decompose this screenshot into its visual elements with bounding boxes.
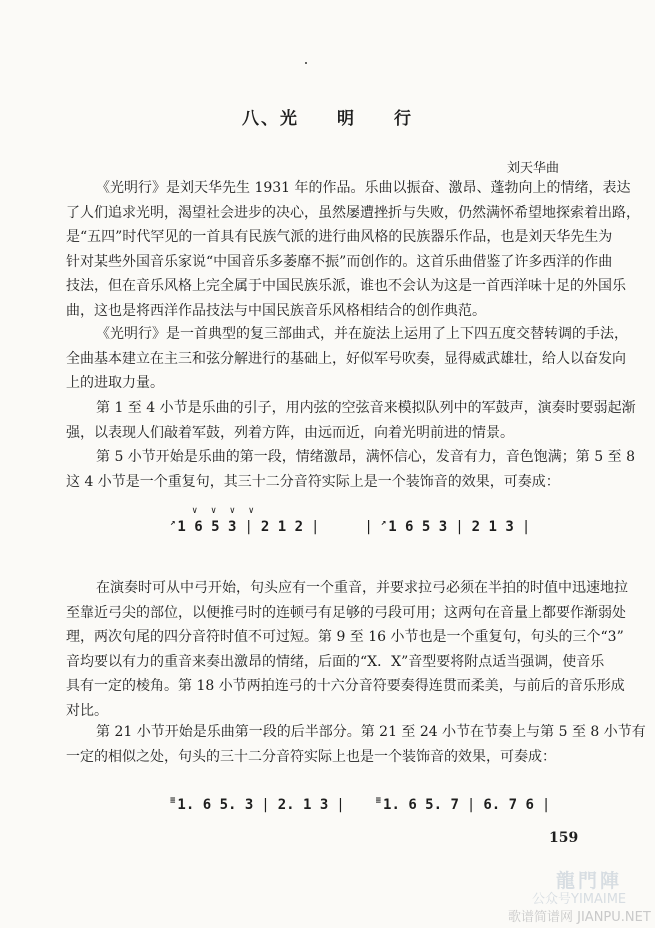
notation-notes: 2 1 3	[471, 518, 514, 535]
watermark-site: 歌谱简谱网 JIANPU.NET	[508, 910, 651, 925]
notation-notes: 6. 7 6	[483, 796, 534, 813]
ornament-marks: ∨ ∨ ∨ ∨	[192, 506, 258, 516]
barline: |	[455, 518, 464, 535]
text-line: 上的进取力量。	[66, 375, 164, 391]
jianpu-example-2	[170, 796, 558, 813]
notation-group	[170, 797, 361, 813]
text-line: 全曲基本建立在主三和弦分解进行的基础上，好似军号吹奏，显得威武雄壮，给人以奋发向	[66, 350, 626, 367]
bow-mark: ≡	[170, 796, 176, 806]
paragraph-performance	[66, 576, 628, 723]
barline: |	[261, 796, 270, 813]
text-line: 技法，但在音乐风格上完全属于中国民族乐派，谁也不会认为这是一首西洋味十足的外国乐	[66, 278, 626, 294]
barline: |	[466, 796, 476, 813]
notation-group	[364, 519, 538, 535]
text-line: 《光明行》是一首典型的复三部曲式，并在旋法上运用了上下四五度交替转调的手法，	[96, 326, 628, 342]
paragraph-intro-bars	[66, 396, 636, 445]
text-line: 对比。	[66, 702, 108, 719]
text-line: 音均要以有力的重音来奏出激昂的情绪，后面的“X．X”音型要将附点适当强调，使音乐	[66, 653, 605, 670]
text-line: 具有一定的棱角。第 18 小节两拍连弓的十六分音符要奏得连贯而柔美，与前后的音乐形成	[66, 678, 625, 694]
composer-credit: 刘天华曲	[507, 161, 560, 176]
bow-mark: ≡	[375, 796, 382, 806]
paragraph-second-half	[66, 720, 646, 769]
barline: |	[244, 518, 253, 535]
notation-notes: 1. 6 5. 7	[383, 796, 459, 813]
text-line: 第 5 小节开始是乐曲的第一段，情绪激昂，满怀信心，发音有力，音色饱满；第 5 至 8	[96, 449, 635, 465]
barline: |	[521, 518, 531, 535]
text-line: 曲，这也是将西洋作品技法与中国民族音乐风格相结合的创作典范。	[66, 302, 486, 319]
notation-notes: 1 6 5 3	[388, 518, 448, 535]
text-line: 第 1 至 4 小节是乐曲的引子，用内弦的空弦音来模拟队列中的军鼓声，演奏时要弱起渐	[96, 400, 636, 416]
text-line: 《光明行》是刘天华先生 1931 年的作品。乐曲以振奋、激昂、蓬勃向上的情绪，表达	[96, 180, 631, 196]
barline: |	[364, 518, 373, 535]
speck	[305, 62, 307, 64]
text-line: 至靠近弓尖的部位，以便推弓时的连顿弓有足够的弓段可用；这两句在音量上都要作渐弱处	[66, 604, 626, 621]
text-line: 在演奏时可从中弓开始，句头应有一个重音，并要求拉弓必须在半拍的时值中迅速地拉	[96, 580, 628, 596]
text-line: 了人们追求光明，渴望社会进步的决心，虽然屡遭挫折与失败，仍然满怀希望地探索着出路，	[66, 204, 640, 221]
text-line: 针对某些外国音乐家说“中国音乐多萎靡不振”而创作的。这首乐曲借鉴了许多西洋的作曲	[66, 253, 613, 270]
bow-mark: ↗	[380, 518, 387, 528]
text-line: 第 21 小节开始是乐曲第一段的后半部分。第 21 至 24 小节在节奏上与第 5 至 8 小节有	[96, 724, 646, 740]
text-line: 是“五四”时代罕见的一首具有民族气派的进行曲风格的民族器乐作品，也是刘天华先生为	[66, 229, 613, 245]
text-line: 强，以表现人们敲着军鼓，列着方阵，由远而近，向着光明前进的情景。	[66, 424, 514, 441]
text-line: 一定的相似之处，句头的三十二分音符实际上也是一个装饰音的效果，可奏成：	[66, 748, 556, 765]
text-line: 这 4 小节是一个重复句，其三十二分音符实际上是一个装饰音的效果，可奏成：	[66, 473, 560, 490]
paragraph-intro	[66, 176, 640, 323]
paragraph-form	[66, 322, 628, 396]
watermark-account: 公众号YIMAIME	[532, 892, 627, 907]
text-line: 理，两次句尾的四分音符时值不可过短。第 9 至 16 小节也是一个重复句，句头的三个“3”	[66, 629, 624, 645]
barline: |	[336, 796, 345, 813]
page-title: 八、光 明 行	[242, 109, 413, 129]
notation-notes: 2 1 2	[260, 518, 304, 535]
notation-group	[170, 519, 336, 535]
jianpu-example-1	[170, 506, 538, 535]
notation-group	[376, 797, 559, 813]
watermark-logo: 龍門陣	[556, 870, 623, 892]
notation-notes: 1. 6 5. 3	[177, 796, 254, 813]
paragraph-section-one	[66, 445, 635, 494]
barline: |	[541, 796, 551, 813]
bow-mark: ↗	[170, 518, 176, 528]
barline: |	[311, 518, 320, 535]
notation-notes: 1 6 5 3	[177, 518, 237, 535]
notation-notes: 2. 1 3	[277, 796, 329, 813]
page-number: 159	[549, 830, 579, 846]
